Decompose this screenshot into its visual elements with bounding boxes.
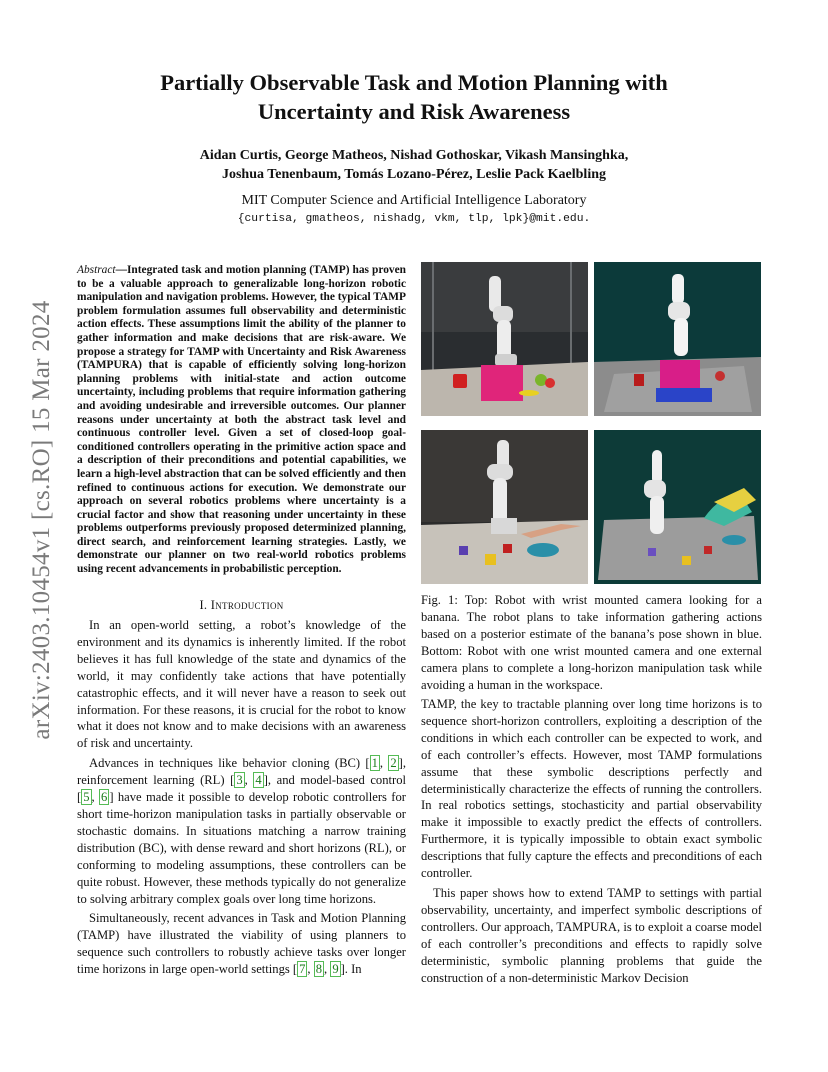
text-run: , [324,962,331,977]
affiliation: MIT Computer Science and Artificial Intelligence Laboratory [241,193,587,208]
figure-1-caption: Fig. 1: Top: Robot with wrist mounted camera looking for a banana. The robot plans to take information gathering actions based on a posterior estimate of the banana’s pose shown in blue. Bottom: Robot with one wrist mounted camera and one external camera plans to complete a long-horizon manipulation task while avoiding a human in the workspace. [421,593,762,692]
text-run: , [244,773,254,788]
text-run: , [91,790,100,805]
citation-link[interactable]: 9 [332,962,339,977]
right-paragraph-2: This paper shows how to extend TAMP to settings with partial observability, uncertainty, and imperfect symbolic descriptions of controllers. Our approach, TAMPURA, is to exploit a coarse model of each controller’s preconditions and effects to rapidly solve deterministic, symbolic planning problems that guide the construction of a non-deterministic Markov Decision [421,885,762,985]
section-heading-introduction [77,598,406,613]
arxiv-identifier [22,285,62,755]
pointcloud-render-top-right [594,262,761,416]
intro-paragraph-1: In an open-world setting, a robot’s knowledge of the environment and its dynamics is inherently limited. If the robot believes it has full knowledge of the state and dynamics of the world, it may confidently take actions that have potentially catastrophic effects, and it will never have a reason to seek out information. For these reasons, it is crucial for the robot to know what it does not know and to make decisions with an awareness of risk and uncertainty. [77,618,406,751]
section-title: Introduction [210,598,284,612]
abstract-text: —Integrated task and motion planning (TAMP) has proven to be a valuable approach to generalizable long-horizon robotic manipulation and navigation problems. However, the typical TAMP problem formulation assumes full observability and deterministic action effects. These assumptions limit the ability of the planner to gather information and make decisions that are risk-aware. We propose a strategy for TAMP with Uncertainty and Risk Awareness (TAMPURA) that is capable of efficiently solving long-horizon planning problems with initial-state and action outcome uncertainty, including problems that require information gathering and avoiding undesirable and irreversible outcomes. Our planner reasons under uncertainty at both the abstract task level and continuous controller level. Given a set of closed-loop goal-conditioned controllers operating in the primitive action space and a description of their preconditions and potential capabilities, we learn a high-level abstraction that can be solved efficiently and then refined to continuous actions for execution. We demonstrate our approach on several robotics problems where uncertainty is a crucial factor and show that reasoning under uncertainty in these problems outperforms previously proposed determinized planning, direct search, and reinforcement learning strategies. Lastly, we demonstrate our planner on two real-world robotics problems using recent advancements in probabilistic perception. [77,264,406,576]
text-run: , [307,962,314,977]
citation-link[interactable]: 2 [390,756,397,771]
text-run: ] have made it possible to develop robotic controllers for short time-horizon manipulation tasks in partially observable or stochastic domains. In situations matching a narrow training distribution (BC), with dense reward and short horizons (RL), or conforming to modeling assumptions, these controllers can be quite robust. However, these methods typically do not generalize to solving arbitrary complex goals over long time horizons. [77,790,406,906]
author-list [140,146,688,184]
authors-line-2: Joshua Tenenbaum, Tomás Lozano-Pérez, Leslie Pack Kaelbling [221,167,606,182]
section-number: I. [199,598,208,612]
intro-paragraph-3 [77,910,406,978]
citation-link[interactable]: 3 [236,773,243,788]
figure-1 [421,262,761,584]
text-run: ], reinforcement learning (RL) [ [77,756,407,788]
abstract [77,264,406,577]
right-paragraph-1: TAMP, the key to tractable planning over long time horizons is to sequence short-horizon controllers, exploiting a description of the conditions in which each controller can be expected to work, and of each controller’s effects. However, most TAMP formulations assume that these symbolic descriptions perfectly and deterministically characterize the effects of running the controllers. In real robotics settings, stochasticity and partial observability make it impossible to exactly predict the effects of controllers. Furthermore, it is typically impossible to obtain exact symbolic descriptions that fully capture the effects and preconditions of each controller. [421,697,762,881]
text-run: Advances in techniques like behavior cloning (BC) [ [89,756,370,771]
intro-paragraph-2 [77,755,406,907]
citation-link[interactable]: 7 [299,962,306,977]
text-run: ]. In [340,962,362,977]
citation-link[interactable]: 8 [315,962,323,977]
robot-photo-bottom-left [421,430,588,584]
abstract-label: Abstract [77,264,116,276]
citation-link[interactable]: 1 [371,756,378,771]
introduction-body [77,617,406,978]
citation-link[interactable]: 4 [255,773,262,788]
arxiv-identifier-text: arXiv:2403.10454v1 [cs.RO] 15 Mar 2024 [28,300,55,740]
text-run: , [379,756,389,771]
pointcloud-render-bottom-right [594,430,761,584]
text-run: ], and model-based control [ [77,773,407,805]
text-run: Simultaneously, recent advances in Task and Motion Planning (TAMP) have illustrated the viability of using planners to sequence such controllers to robustly achieve tasks over longer time horizons in large open-world settings [ [77,911,406,977]
citation-link[interactable]: 6 [101,790,108,805]
paper-title: Partially Observable Task and Motion Planning with Uncertainty and Risk Awareness [160,70,668,124]
robot-photo-top-left [421,262,588,416]
authors-line-1: Aidan Curtis, George Matheos, Nishad Gothoskar, Vikash Mansinghka, [199,148,629,163]
author-emails: {curtisa, gmatheos, nishadg, vkm, tlp, lpk}@mit.edu. [237,213,591,225]
right-column-body [421,696,762,986]
citation-link[interactable]: 5 [83,790,90,805]
